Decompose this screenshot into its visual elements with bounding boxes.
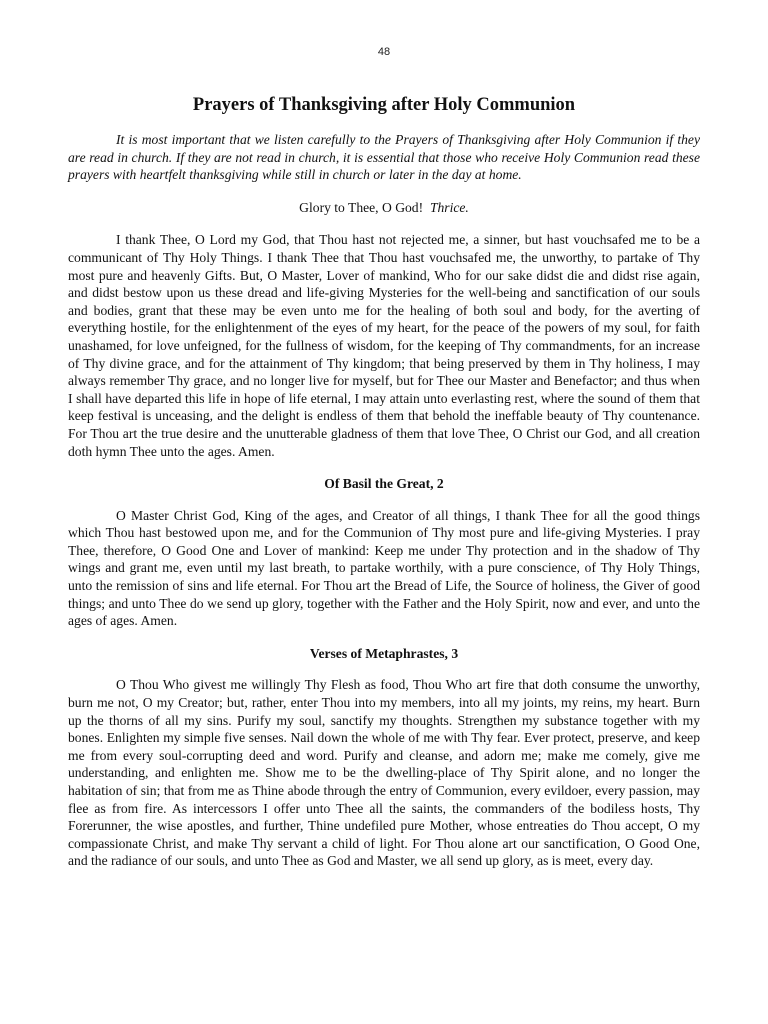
section-heading-basil: Of Basil the Great, 2 bbox=[324, 476, 444, 492]
prayer-1-paragraph: I thank Thee, O Lord my God, that Thou hast not rejected me, a sinner, but hast vouchsafed me to be a communicant of Thy Holy Things. I thank Thee that Thou hast vouchsafed me, the unworthy, to partake of Thy most pure and heavenly Gifts. But, O Master, Lover of mankind, Who for our sake didst die and didst rise again, and didst bestow upon us these dread and life-giving Mysteries for the well-being and sanctification of our souls and bodies, grant that these may be even unto me for the healing of both soul and body, for the averting of everything hostile, for the enlightenment of the eyes of my heart, for the peace of the powers of my soul, for faith unashamed, for love unfeigned, for the fullness of wisdom, for the keeping of Thy commandments, for an increase of Thy divine grace, and for the attainment of Thy kingdom; that being preserved by them in Thy holiness, I may always remember Thy grace, and no longer live for myself, but for Thee our Master and Benefactor; and thus when I shall have departed this life in hope of life eternal, I may attain unto everlasting rest, where the sound of them that keep festival is unceasing, and the delight is endless of them that behold the ineffable beauty of Thy countenance. For Thou art the true desire and the unutterable gladness of them that love Thee, O Christ our God, and all creation doth hymn Thee unto the ages. Amen. bbox=[68, 232, 700, 459]
page-title: Prayers of Thanksgiving after Holy Communion bbox=[192, 95, 576, 115]
glory-line bbox=[68, 199, 700, 217]
prayer-2-paragraph: O Master Christ God, King of the ages, and Creator of all things, I thank Thee for all the good things which Thou hast bestowed upon me, and for the Communion of Thy most pure and life-giving Mysteries. I pray Thee, therefore, O Good One and Lover of mankind: Keep me under Thy protection and in the shadow of Thy wings and grant me, even until my last breath, to partake worthily, with a pure conscience, of Thy Holy Things, unto the remission of sins and life eternal. For Thou art the Bread of Life, the Source of holiness, the Giver of good things; and unto Thee do we send up glory, together with the Father and the Holy Spirit, now and ever, and unto the ages of ages. Amen. bbox=[68, 507, 700, 629]
document-body bbox=[68, 131, 700, 870]
glory-text: Glory to Thee, O God! bbox=[299, 199, 424, 215]
page-number: 48 bbox=[377, 46, 391, 58]
intro-paragraph: It is most important that we listen carefully to the Prayers of Thanksgiving after Holy Communion if they are read in church. If they are not read in church, it is essential that those who receive Holy Communion read these prayers with heartfelt thanksgiving while still in church or later in the day at home. bbox=[68, 132, 700, 183]
prayer-3-paragraph: O Thou Who givest me willingly Thy Flesh as food, Thou Who art fire that doth consume the unworthy, burn me not, O my Creator; but, rather, enter Thou into my members, into all my joints, my reins, my heart. Burn up the thorns of all my sins. Purify my soul, sanctify my thoughts. Strengthen my substance together with my bones. Enlighten my simple five senses. Nail down the whole of me with Thy fear. Ever protect, preserve, and keep me from every soul-corrupting deed and word. Purify and cleanse, and adorn me; make me comely, give me understanding, and enlighten me. Show me to be the dwelling-place of Thy Spirit alone, and no longer the habitation of sin; that from me as Thine abode through the entry of Communion, every evildoer, every passion, may flee as from fire. As intercessors I offer unto Thee all the saints, the commanders of the bodiless hosts, Thy Forerunner, the wise apostles, and further, Thine undefiled pure Mother, whose entreaties do Thou accept, O my compassionate Christ, and make Thy servant a child of light. For Thou alone art our sanctification, O Good One, and the radiance of our souls, and unto Thee as God and Master, we all send up glory, as is meet, every day. bbox=[68, 677, 700, 869]
section-heading-metaphrastes: Verses of Metaphrastes, 3 bbox=[309, 645, 459, 661]
glory-rubric: Thrice. bbox=[429, 199, 469, 215]
